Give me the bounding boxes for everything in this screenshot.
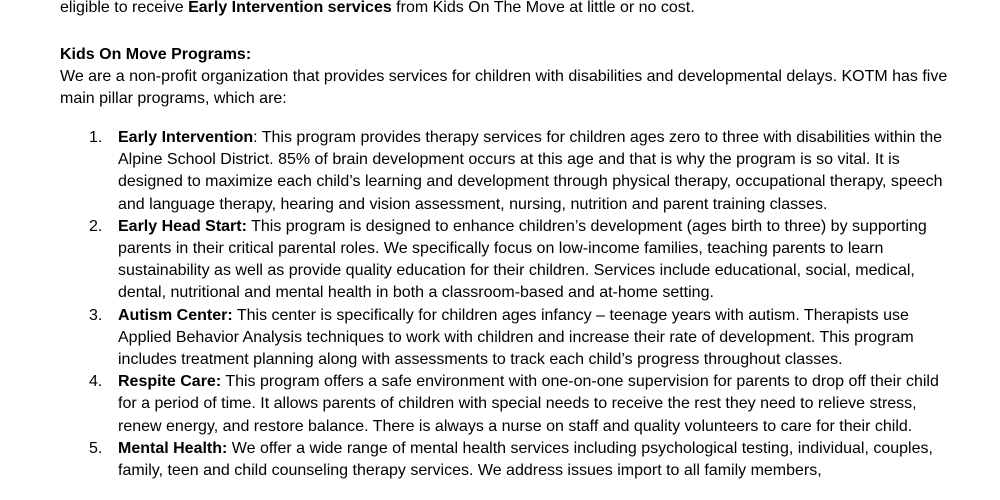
eligibility-text-before: eligible to receive	[60, 0, 189, 16]
program-description: This program offers a safe environment with one-on-one supervision for parents to drop off their child for a period of time. It allows parents of children with special needs to receive the rest they need to relieve stress, renew energy, and restore balance. There is always a nurse on staff and quality volunteers to care for their child.	[118, 373, 939, 435]
programs-intro: We are a non-profit organization that provides services for children with disabilities and developmental delays. KOTM has five main pillar programs, which are:	[60, 68, 948, 108]
program-description: This program is designed to enhance children’s development (ages birth to three) by supporting parents in their critical parental roles. We specifically focus on low-income families, teaching parents to learn sustainability as well as provide quality education for their children. Services include educational, social, medical, dental, nutritional and mental health in both a classroom-based and at-home setting.	[118, 217, 927, 302]
list-number: 5.	[89, 439, 103, 457]
program-autism-center	[0, 305, 945, 372]
program-early-head-start	[0, 216, 945, 305]
program-name: Early Head Start:	[118, 217, 247, 235]
program-list	[0, 127, 945, 482]
program-name: Autism Center:	[118, 306, 233, 324]
eligibility-line	[60, 0, 695, 19]
list-number: 1.	[89, 129, 103, 146]
program-description: : This program provides therapy services for children ages zero to three with disabilities within the Alpine School District. 85% of brain development occurs at this age and that is why the program is so vital. It is designed to maximize each child’s learning and development through physical therapy, occupational therapy, speech and language therapy, hearing and vision assessment, nursing, nutrition and parent training classes.	[118, 129, 943, 213]
program-description: We offer a wide range of mental health services including psychological testing, individual, couples, family, teen and child counseling therapy services. We address issues import to all family members,	[118, 439, 933, 480]
program-name: Mental Health:	[118, 439, 228, 457]
list-number: 3.	[89, 306, 103, 324]
program-name: Early Intervention	[118, 129, 254, 146]
eligibility-text-after: from Kids On The Move at little or no cost.	[391, 0, 695, 16]
program-name: Respite Care:	[118, 373, 222, 391]
programs-heading: Kids On Move Programs:	[60, 46, 252, 63]
list-number: 4.	[89, 373, 103, 391]
list-number: 2.	[89, 217, 103, 235]
program-respite-care	[0, 371, 945, 438]
program-description: This center is specifically for children ages infancy – teenage years with autism. Therapists use Applied Behavior Analysis techniques to work with children and increase their rate of development. This program includes treatment planning along with assessments to track each child’s progress throughout classes.	[118, 306, 914, 369]
program-mental-health	[0, 438, 945, 482]
program-early-intervention	[0, 127, 945, 216]
eligibility-emphasis: Early Intervention services	[188, 0, 392, 16]
